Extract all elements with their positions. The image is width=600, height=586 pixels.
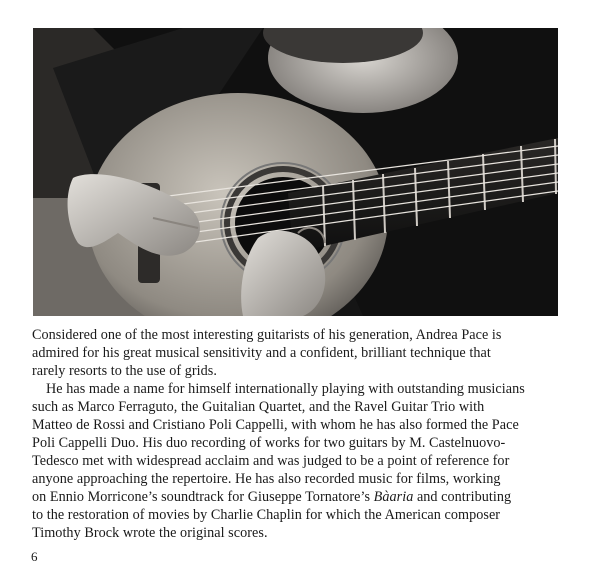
text-line: Poli Cappelli Duo. His duo recording of works for two guitars by M. Castelnuovo- [32, 435, 506, 451]
text-line: Timothy Brock wrote the original scores. [32, 525, 268, 541]
text-line: Considered one of the most interesting guitarists of his generation, Andrea Pace is [32, 327, 502, 343]
paragraph-1 [32, 326, 568, 380]
text-line: He has made a name for himself internationally playing with outstanding musicians [46, 381, 525, 397]
text-line: Matteo de Rossi and Cristiano Poli Cappelli, with whom he has also formed the Pace [32, 417, 519, 433]
biography-text [32, 326, 568, 542]
guitarist-photo [33, 28, 558, 316]
text-line: admired for his great musical sensitivity and a confident, brilliant technique that [32, 345, 491, 361]
text-line: on Ennio Morricone’s soundtrack for Giuseppe Tornatore’s [32, 489, 374, 505]
film-title: Bàaria [373, 489, 414, 505]
text-line: rarely resorts to the use of grids. [32, 363, 217, 379]
page-number: 6 [31, 549, 38, 564]
text-line: Tedesco met with widespread acclaim and was judged to be a point of reference for [32, 453, 510, 469]
guitarist-photo-icon [33, 28, 558, 316]
paragraph-2 [32, 380, 568, 542]
text-line: anyone approaching the repertoire. He has also recorded music for films, working [32, 471, 501, 487]
text-line: such as Marco Ferraguto, the Guitalian Quartet, and the Ravel Guitar Trio with [32, 399, 485, 415]
text-line: and contributing [413, 489, 512, 505]
text-line: to the restoration of movies by Charlie Chaplin for which the American composer [32, 507, 501, 523]
